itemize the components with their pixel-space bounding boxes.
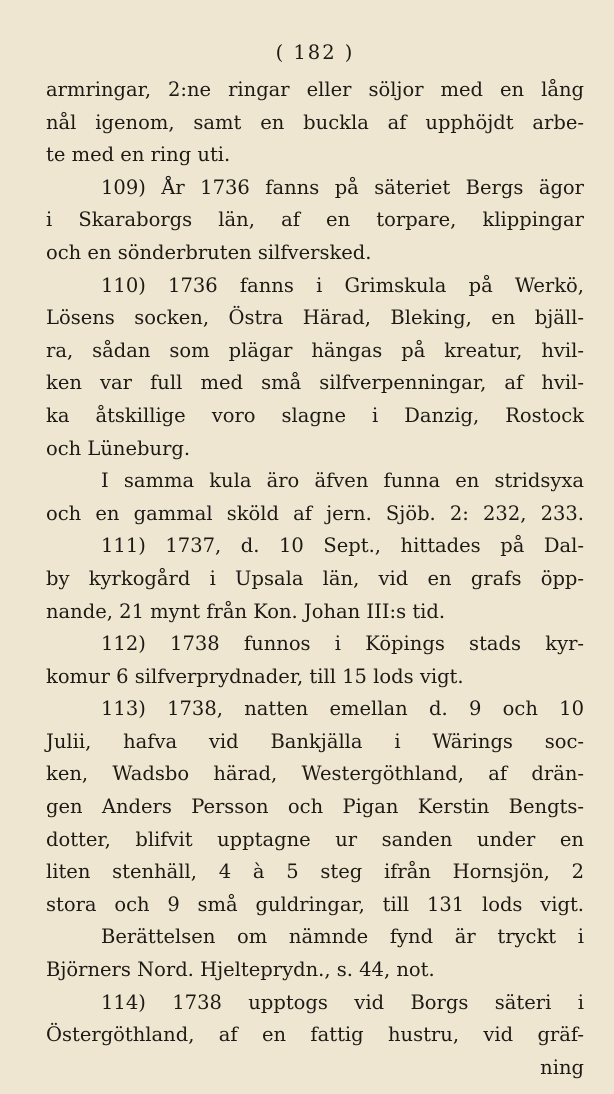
text-line: Julii, hafva vid Bankjälla i Wärings soc- [46,729,584,753]
text-line: 114) 1738 upptogs vid Borgs säteri i [101,990,584,1014]
text-line: ken, Wadsbo härad, Westergöthland, af drän- [46,762,584,786]
text-line: nål igenom, samt en buckla af upphöjdt arbe- [46,110,584,134]
text-line: och en gammal sköld af jern. Sjöb. 2: 232, 233. [46,501,584,525]
text-line: 111) 1737, d. 10 Sept., hittades på Dal- [101,534,584,558]
text-line: och Lüneburg. [46,436,191,460]
text-line: gen Anders Persson och Pigan Kerstin Bengts- [46,795,584,819]
text-line: liten stenhäll, 4 à 5 steg ifrån Hornsjön, 2 [46,860,584,884]
text-line: stora och 9 små guldringar, till 131 lods vigt. [46,892,584,916]
text-line: komur 6 silfverprydnader, till 15 lods vigt. [46,664,464,688]
text-line: Östergöthland, af en fattig hustru, vid gräf- [46,1023,584,1047]
text-line: nande, 21 mynt från Kon. Johan III:s tid. [46,599,446,623]
text-line: Björners Nord. Hjelteprydn., s. 44, not. [46,958,435,982]
text-line: 109) År 1736 fanns på säteriet Bergs ägor [101,175,584,199]
page-number: ( 182 ) [275,41,355,64]
text-line: Lösens socken, Östra Härad, Bleking, en bjäll- [46,306,584,330]
text-line: och en sönderbruten silfversked. [46,240,372,264]
text-body [46,74,584,1084]
text-line: by kyrkogård i Upsala län, vid en grafs öpp- [46,566,584,590]
text-line: i Skaraborgs län, af en torpare, klippingar [46,208,584,232]
text-line: ra, sådan som plägar hängas på kreatur, hvil- [46,338,584,362]
text-line: 113) 1738, natten emellan d. 9 och 10 [101,697,584,721]
text-line: ka åtskillige voro slagne i Danzig, Rostock [46,403,584,427]
text-line: armringar, 2:ne ringar eller söljor med en lång [46,78,584,101]
text-line: te med en ring uti. [46,143,231,167]
text-line: dotter, blifvit upptagne ur sanden under en [46,827,584,851]
text-line: Berättelsen om nämnde fynd är tryckt i [101,925,584,949]
text-line: 112) 1738 funnos i Köpings stads kyr- [101,632,584,656]
text-line: ken var full med små silfverpenningar, af hvil- [46,371,584,395]
text-line: I samma kula äro äfven funna en stridsyxa [101,469,584,493]
text-line: 110) 1736 fanns i Grimskula på Werkö, [101,273,584,297]
text-line: ning [540,1055,584,1079]
